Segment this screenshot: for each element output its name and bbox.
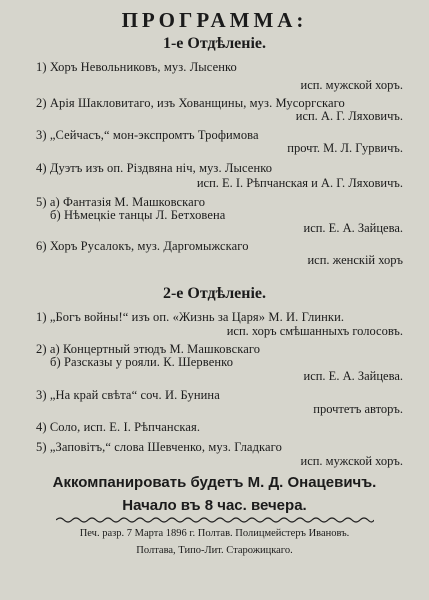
s1-item1-line1: 1) Хоръ Невольниковъ, муз. Лысенко xyxy=(36,60,237,74)
footer-printer-line: Полтава, Типо-Лит. Старожицкаго. xyxy=(136,545,293,556)
s1-item5-line1: 5) а) Фантазія М. Машковскаго xyxy=(36,195,206,209)
s1-item3-line1: 3) „Сейчасъ,“ мон-экспромтъ Трофимова xyxy=(36,128,259,142)
s1-item2-performer: исп. А. Г. Ляховичъ. xyxy=(295,109,403,123)
s1-item1-performer: исп. мужской хоръ. xyxy=(300,78,403,92)
section-2-heading: 2-е Отдѣленіе. xyxy=(162,285,267,302)
s1-item2-line1: 2) Арія Шакловитаго, изъ Хованщины, муз. Мусоргскаго xyxy=(36,96,345,110)
footer-censor-line: Печ. разр. 7 Марта 1896 г. Полтав. Полицмейстеръ Ивановъ. xyxy=(79,528,350,539)
s1-item4-line1: 4) Дуэтъ изъ оп. Різдвяна ніч, муз. Лысенко xyxy=(36,161,273,175)
s2-item4-line1: 4) Соло, исп. Е. І. Рѣпчанская. xyxy=(36,420,201,434)
s2-item3-line1: 3) „На край свѣта“ соч. И. Бунина xyxy=(36,388,220,402)
s2-item5-performer: исп. мужской хоръ. xyxy=(300,454,403,468)
wavy-divider xyxy=(56,516,374,524)
s2-item2-line1: 2) а) Концертный этюдъ М. Машковскаго xyxy=(36,342,261,356)
s2-item1-line1: 1) „Богъ войны!“ изъ оп. «Жизнь за Царя» М. И. Глинки. xyxy=(36,310,345,324)
s2-item1-performer: исп. хоръ смѣшанныхъ голосовъ. xyxy=(226,324,403,338)
start-time-line: Начало въ 8 час. вечера. xyxy=(122,497,307,514)
s1-item4-performer: исп. Е. І. Рѣпчанская и А. Г. Ляховичъ. xyxy=(196,176,403,190)
program-title: ПРОГРАММА: xyxy=(121,8,308,32)
s2-item2-performer: исп. Е. А. Зайцева. xyxy=(303,369,403,383)
s1-item6-performer: исп. женскій хоръ xyxy=(307,253,403,267)
s2-item2-line1b: б) Разсказы у рояли. К. Шервенко xyxy=(50,355,234,369)
s1-item6-line1: 6) Хоръ Русалокъ, муз. Даргомыжскаго xyxy=(36,239,249,253)
s1-item5-performer: исп. Е. А. Зайцева. xyxy=(303,221,403,235)
s1-item3-performer: прочт. М. Л. Гурвичъ. xyxy=(287,141,403,155)
s2-item3-performer: прочтетъ авторъ. xyxy=(313,402,403,416)
section-1-heading: 1-е Отдѣленіе. xyxy=(162,35,267,52)
s1-item5-line1b: б) Нѣмецкіе танцы Л. Бетховена xyxy=(50,208,226,222)
s2-item5-line1: 5) „Заповітъ,“ слова Шевченко, муз. Гладкаго xyxy=(36,440,282,454)
accompanist-line: Аккомпанировать будетъ М. Д. Онацевичъ. xyxy=(52,474,377,491)
